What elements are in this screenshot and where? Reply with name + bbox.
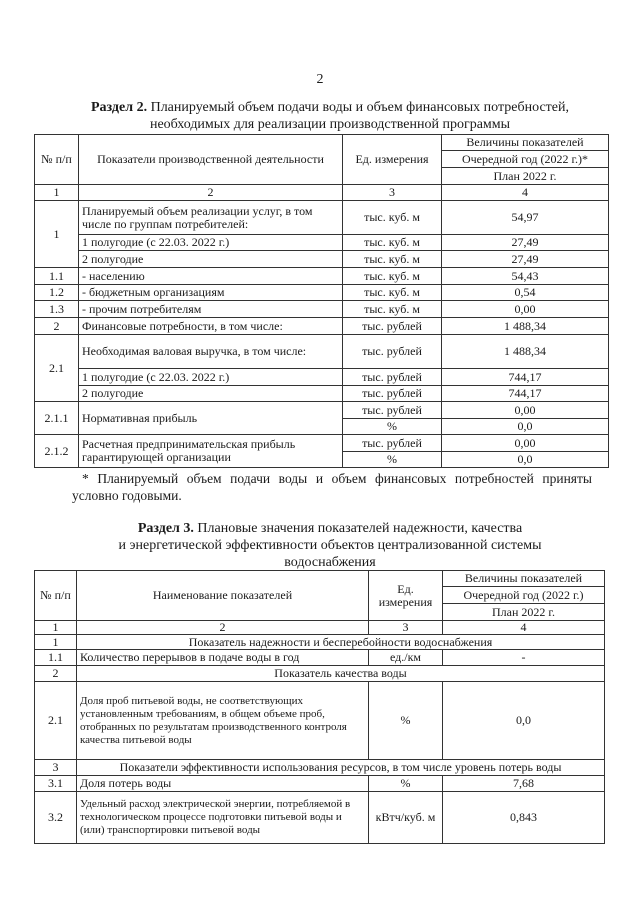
s2-row-name: 2 полугодие	[79, 386, 343, 402]
s2-colnum: 3	[343, 185, 442, 201]
s2-row-value: 744,17	[442, 386, 609, 402]
s3-group-heading: Показатель надежности и бесперебойности водоснабжения	[77, 635, 605, 650]
s3-colnum: 2	[77, 621, 369, 635]
s2-row-value: 1 488,34	[442, 318, 609, 335]
s3-row-value: 0,843	[443, 792, 605, 844]
s2-row-unit: тыс. рублей	[343, 402, 442, 419]
s3-colnum: 4	[443, 621, 605, 635]
s2-head-unit: Ед. измерения	[343, 135, 442, 185]
s3-row-name: Доля потерь воды	[77, 776, 369, 792]
s2-row-unit: тыс. куб. м	[343, 285, 442, 301]
s2-row-unit: тыс. рублей	[343, 369, 442, 386]
s3-head-num: № п/п	[35, 571, 77, 621]
s3-row-name: Количество перерывов в подаче воды в год	[77, 650, 369, 666]
s2-row-value: 0,0	[442, 452, 609, 468]
s2-row-unit: тыс. куб. м	[343, 235, 442, 251]
section3-title	[40, 520, 620, 571]
s2-row-name: Необходимая валовая выручка, в том числе:	[79, 335, 343, 369]
s2-row-unit: тыс. рублей	[343, 435, 442, 452]
s3-group-heading: Показатели эффективности использования ресурсов, в том числе уровень потерь воды	[77, 760, 605, 776]
s2-row-num: 2.1.2	[35, 435, 79, 468]
s2-row-value: 1 488,34	[442, 335, 609, 369]
s2-row-value: 0,00	[442, 301, 609, 318]
s3-row-value: 7,68	[443, 776, 605, 792]
s3-row-unit: %	[369, 682, 443, 760]
s2-row-unit: тыс. куб. м	[343, 268, 442, 285]
s3-row-unit: кВтч/куб. м	[369, 792, 443, 844]
section2-title-label: Раздел 2.	[91, 100, 148, 115]
section3-title-line1: Плановые значения показателей надежности, качества	[193, 521, 523, 536]
s2-row-value: 0,0	[442, 419, 609, 435]
s2-row-unit: тыс. рублей	[343, 386, 442, 402]
s2-row-num: 1.3	[35, 301, 79, 318]
s2-row-value: 744,17	[442, 369, 609, 386]
s2-row-num: 1.2	[35, 285, 79, 301]
s2-row-unit: %	[343, 419, 442, 435]
s2-row-value: 54,97	[442, 201, 609, 235]
s3-head-unit: Ед. измерения	[369, 571, 443, 621]
s3-row-unit: %	[369, 776, 443, 792]
s2-row-name: Расчетная предпринимательская прибыль гарантирующей организации	[79, 435, 343, 468]
s2-row-name: 1 полугодие (с 22.03. 2022 г.)	[79, 235, 343, 251]
section3-table	[34, 570, 605, 844]
s3-row-unit: ед./км	[369, 650, 443, 666]
s3-row-value: -	[443, 650, 605, 666]
s2-row-value: 27,49	[442, 251, 609, 268]
s3-row-name: Доля проб питьевой воды, не соответствующих установленным требованиям, в общем объеме проб, отобранных по результатам производственного контроля качества питьевой воды	[77, 682, 369, 760]
s2-row-num: 2.1.1	[35, 402, 79, 435]
s2-head-year: Очередной год (2022 г.)*	[442, 151, 609, 168]
s3-head-values: Величины показателей	[443, 571, 605, 587]
s3-head-year: Очередной год (2022 г.)	[443, 587, 605, 604]
s2-row-name: Планируемый объем реализации услуг, в том числе по группам потребителей:	[79, 201, 343, 235]
s2-row-name: 1 полугодие (с 22.03. 2022 г.)	[79, 369, 343, 386]
s2-head-indicator: Показатели производственной деятельности	[79, 135, 343, 185]
s2-row-name: 2 полугодие	[79, 251, 343, 268]
s2-row-value: 0,00	[442, 435, 609, 452]
s3-group-heading: Показатель качества воды	[77, 666, 605, 682]
s2-row-name: - бюджетным организациям	[79, 285, 343, 301]
s2-row-name: Нормативная прибыль	[79, 402, 343, 435]
s2-head-plan: План 2022 г.	[442, 168, 609, 185]
s2-row-value: 27,49	[442, 235, 609, 251]
s3-row-num: 3	[35, 760, 77, 776]
s3-row-num: 3.1	[35, 776, 77, 792]
s3-row-name: Удельный расход электрической энергии, потребляемой в технологическом процессе подготовки питьевой воды и (или) транспортировки питьевой воды	[77, 792, 369, 844]
s3-row-value: 0,0	[443, 682, 605, 760]
section3-title-line2: и энергетической эффективности объектов централизованной системы	[118, 538, 542, 553]
s2-colnum: 4	[442, 185, 609, 201]
s2-row-name: Финансовые потребности, в том числе:	[79, 318, 343, 335]
s2-row-num: 2	[35, 318, 79, 335]
s2-row-num: 1	[35, 201, 79, 268]
s2-colnum: 1	[35, 185, 79, 201]
s2-head-values: Величины показателей	[442, 135, 609, 151]
s2-row-unit: тыс. куб. м	[343, 201, 442, 235]
s3-row-num: 2	[35, 666, 77, 682]
s2-row-unit: тыс. куб. м	[343, 251, 442, 268]
s3-head-indicator: Наименование показателей	[77, 571, 369, 621]
s2-row-value: 0,00	[442, 402, 609, 419]
section3-title-label: Раздел 3.	[137, 521, 194, 536]
section2-title-line1: Планируемый объем подачи воды и объем финансовых потребностей,	[147, 100, 569, 115]
s3-colnum: 1	[35, 621, 77, 635]
section2-footnote: * Планируемый объем подачи воды и объем финансовых потребностей приняты условно годовыми.	[72, 471, 592, 503]
s2-row-unit: %	[343, 452, 442, 468]
page-number: 2	[316, 72, 324, 87]
s2-row-name: - прочим потребителям	[79, 301, 343, 318]
s3-colnum: 3	[369, 621, 443, 635]
s2-colnum: 2	[79, 185, 343, 201]
s2-row-name: - населению	[79, 268, 343, 285]
s2-row-unit: тыс. рублей	[343, 318, 442, 335]
s2-row-unit: тыс. куб. м	[343, 301, 442, 318]
s2-row-num: 1.1	[35, 268, 79, 285]
s2-row-num: 2.1	[35, 335, 79, 402]
s3-row-num: 1.1	[35, 650, 77, 666]
section3-title-line3: водоснабжения	[284, 555, 376, 570]
s3-row-num: 1	[35, 635, 77, 650]
s2-row-value: 54,43	[442, 268, 609, 285]
section2-title-line2: необходимых для реализации производственной программы	[149, 117, 511, 132]
s2-head-num: № п/п	[35, 135, 79, 185]
s3-head-plan: План 2022 г.	[443, 604, 605, 621]
s2-row-value: 0,54	[442, 285, 609, 301]
section2-table	[34, 134, 609, 468]
section2-title	[40, 99, 620, 133]
s3-row-num: 2.1	[35, 682, 77, 760]
s3-row-num: 3.2	[35, 792, 77, 844]
s2-row-unit: тыс. рублей	[343, 335, 442, 369]
